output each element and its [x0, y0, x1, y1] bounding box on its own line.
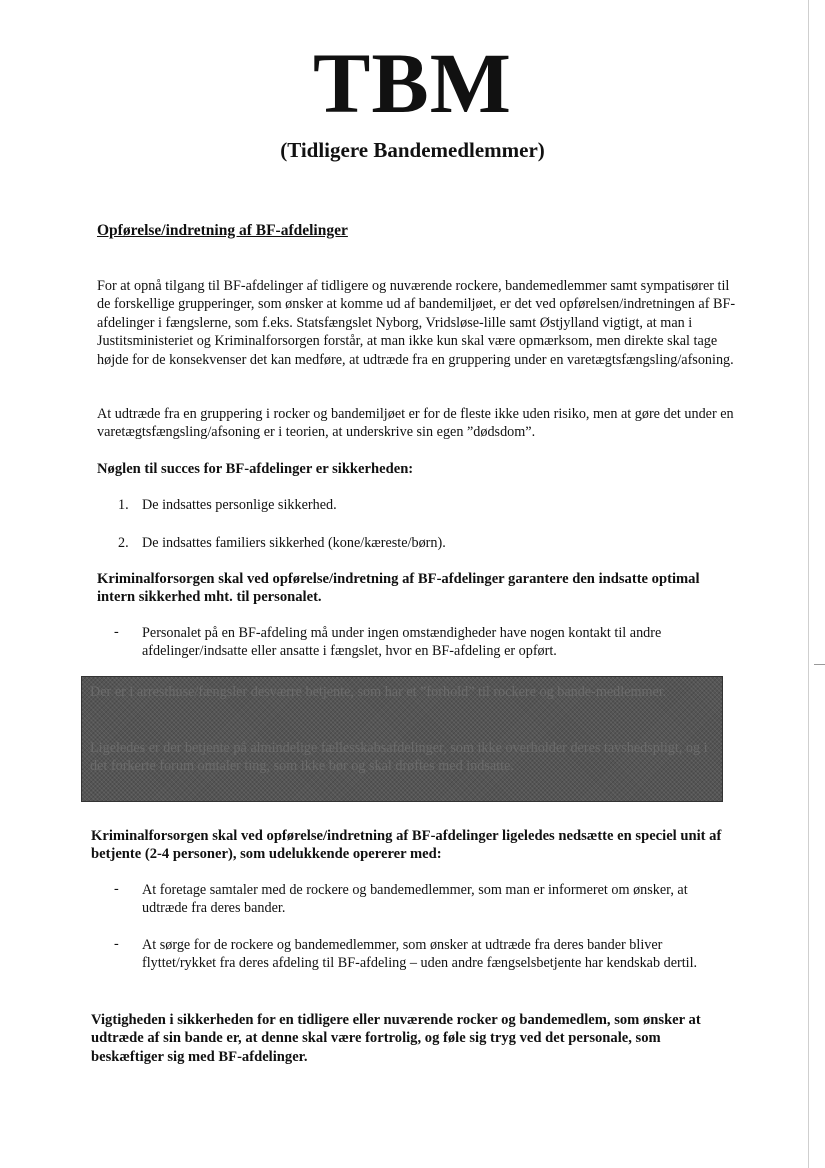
- bullet-text: Personalet på en BF-afdeling må under ingen omstændigheder have nogen kontakt til andre afdelinger/indsatte eller ansatte i fængslet, hvor en BF-afdeling er opført.: [142, 625, 662, 660]
- paragraph-risk: At udtræde fra en gruppering i rocker og bandemiljøet er for de fleste ikke uden risiko, men at gøre det under en varetægtsfængsling/afsoning er i teorien, at underskrive sin egen ”dødsdom”.: [97, 406, 734, 441]
- bullet-dash: -: [114, 881, 119, 897]
- item-text: De indsattes familiers sikkerhed (kone/kæreste/børn).: [142, 535, 446, 551]
- scan-mark: [814, 664, 825, 665]
- redacted-text: Der er i arresthuse/fængsler desværre betjente, som har et ”forhold” til rockere og bande-medlemmer.: [90, 684, 667, 700]
- unit-heading: Kriminalforsorgen skal ved opførelse/indretning af BF-afdelinger ligeledes nedsætte en speciel unit af betjente (2-4 personer), som udelukkende opererer med:: [91, 828, 722, 863]
- bullet-dash: -: [114, 936, 119, 952]
- item-text: De indsattes personlige sikkerhed.: [142, 497, 337, 513]
- bullet-text: At sørge for de rockere og bandemedlemmer, som ønsker at udtræde fra deres bander bliver flyttet/rykket fra deres afdeling til BF-afdeling – uden andre fængselsbetjente har kendskab dertil.: [142, 937, 698, 972]
- item-number: 1.: [118, 497, 129, 513]
- redacted-block: [81, 676, 723, 802]
- bullet-text: At foretage samtaler med de rockere og bandemedlemmer, som man er informeret om ønsker, at udtræde fra deres bander.: [142, 882, 688, 917]
- closing-paragraph: Vigtigheden i sikkerheden for en tidligere eller nuværende rocker og bandemedlem, som ønsker at udtræde af sin bande er, at denne skal være fortrolig, og føle sig tryg ved det personale, som beskæftiger sig med BF-afdelinger.: [91, 1012, 701, 1065]
- scan-edge: [808, 0, 809, 1168]
- redacted-text: Ligeledes er der betjente på almindelige fællesskabsafdelinger, som ikke overholder deres tavshedspligt, og i det forkerte forum omtaler ting, som ikke bør og skal drøftes med indsatte.: [90, 740, 708, 775]
- bullet-dash: -: [114, 624, 119, 640]
- guarantee-heading: Kriminalforsorgen skal ved opførelse/indretning af BF-afdelinger garantere den indsatte optimal intern sikkerhed mht. til personalet.: [97, 571, 700, 606]
- section-heading: Opførelse/indretning af BF-afdelinger: [97, 222, 348, 239]
- key-heading: Nøglen til succes for BF-afdelinger er sikkerheden:: [97, 461, 414, 477]
- paragraph-intro: For at opnå tilgang til BF-afdelinger af tidligere og nuværende rockere, bandemedlemmer samt sympatisører til de forskellige grupperinger, som ønsker at komme ud af bandemiljøet, er det ved opførelsen/indretningen af BF-afdelinger i fængslerne, som f.eks. Statsfængslet Nyborg, Vridsløse-lille samt Østjylland vigtigt, at man i Justitsministeriet og Kriminalforsorgen forstår, at man ikke kun skal være opmærksom, men direkte skal tage højde for de konsekvenser det kan medføre, at udtræde fra en gruppering under en varetægtsfængsling/afsoning.: [97, 278, 736, 368]
- document-logo: TBM: [313, 35, 512, 131]
- document-subtitle: (Tidligere Bandemedlemmer): [280, 138, 545, 162]
- item-number: 2.: [118, 535, 129, 551]
